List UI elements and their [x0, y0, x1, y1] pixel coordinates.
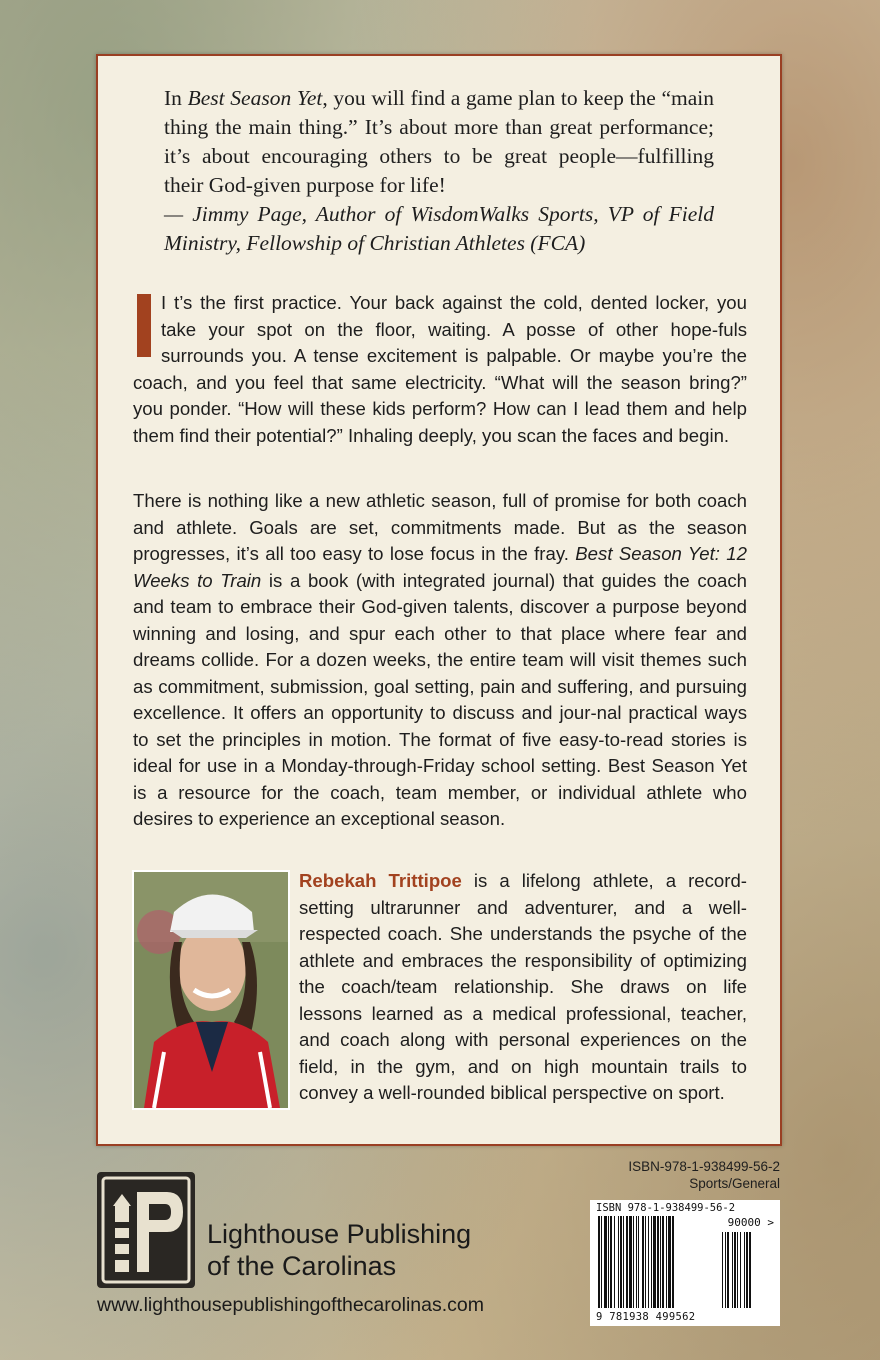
book-category: Sports/General: [689, 1176, 780, 1191]
description-before: There is nothing like a new athletic season, full of promise for both coach and athlete. Goals are set, commitments made. But as the season progresses, it’s all too easy to lose focus in the fray.: [133, 490, 747, 564]
lighthouse-logo: [97, 1172, 195, 1288]
publisher-website[interactable]: www.lighthousepublishingofthecarolinas.com: [97, 1294, 484, 1316]
quote-line-start: In: [164, 86, 188, 110]
description-title: Best Season Yet: 12 Weeks to Train: [133, 543, 747, 591]
publisher-line-1: Lighthouse Publishing: [207, 1219, 472, 1249]
quote-text: , you will find a game plan to keep the “main thing the main thing.” It’s about more than great performance; it’s about encouraging others to be great people—fulfilling their God-given purpose for life!: [164, 86, 714, 197]
quote-attribution: — Jimmy Page, Author of WisdomWalks Sports, VP of Field Ministry, Fellowship of Christian Athletes (FCA): [164, 202, 714, 255]
isbn-block: [590, 1158, 780, 1192]
barcode-digits: 9 781938 499562: [596, 1311, 696, 1323]
barcode-bars: [590, 1200, 780, 1326]
author-photo: [132, 870, 290, 1110]
author-name: Rebekah Trittipoe: [299, 870, 462, 891]
barcode-isbn-text: ISBN 978-1-938499-56-2: [596, 1202, 736, 1214]
isbn-barcode: [590, 1200, 780, 1326]
description-after: is a book (with integrated journal) that guides the coach and team to embrace their God-given talents, discover a purpose beyond winning and losing, and spur each other to that place where fear and dreams collide. For a dozen weeks, the entire team will visit themes such as commitment, submission, goal setting, pain and suffering, and pursuing excellence. It offers an opportunity to discuss and jour-nal practical ways to set the principles in motion. The format of five easy-to-read stories is ideal for use in a Monday-through-Friday school setting. Best Season Yet is a resource for the coach, team member, or individual athlete who desires to experience an exceptional season.: [133, 569, 747, 829]
quote-book-title: Best Season Yet: [187, 86, 323, 110]
publisher-line-2: of the Carolinas: [207, 1251, 397, 1281]
author-bio: [299, 868, 747, 1107]
intro-paragraph: I t’s the first practice. Your back against the cold, dented locker, you take your spot on the floor, waiting. A posse of other hope-fuls surrounds you. A tense excitement is palpable. Or maybe you’re the coach, and you feel that same electricity. “What will the season bring?” you ponder. “How will these kids perform? How can I lead them and help them find their potential?” Inhaling deeply, you scan the faces and begin.: [133, 292, 747, 446]
intro-paragraph-block: [133, 290, 747, 449]
drop-cap-bar: [137, 294, 151, 357]
barcode-price-code: 90000 >: [727, 1216, 774, 1229]
publisher-name: [207, 1218, 471, 1282]
author-bio-text: is a lifelong athlete, a record-setting ultrarunner and adventurer, and a well-respected coach. She understands the psyche of the athlete and embraces the responsibility of optimizing the coach/team relationship. She draws on life lessons learned as a medical professional, teacher, and coach along with personal experiences on the field, in the gym, and on high mountain trails to convey a well-rounded biblical perspective on sport.: [299, 870, 748, 1103]
description-paragraph: [133, 488, 747, 833]
isbn-label: ISBN-978-1-938499-56-2: [628, 1159, 780, 1174]
endorsement-quote: [164, 84, 714, 258]
